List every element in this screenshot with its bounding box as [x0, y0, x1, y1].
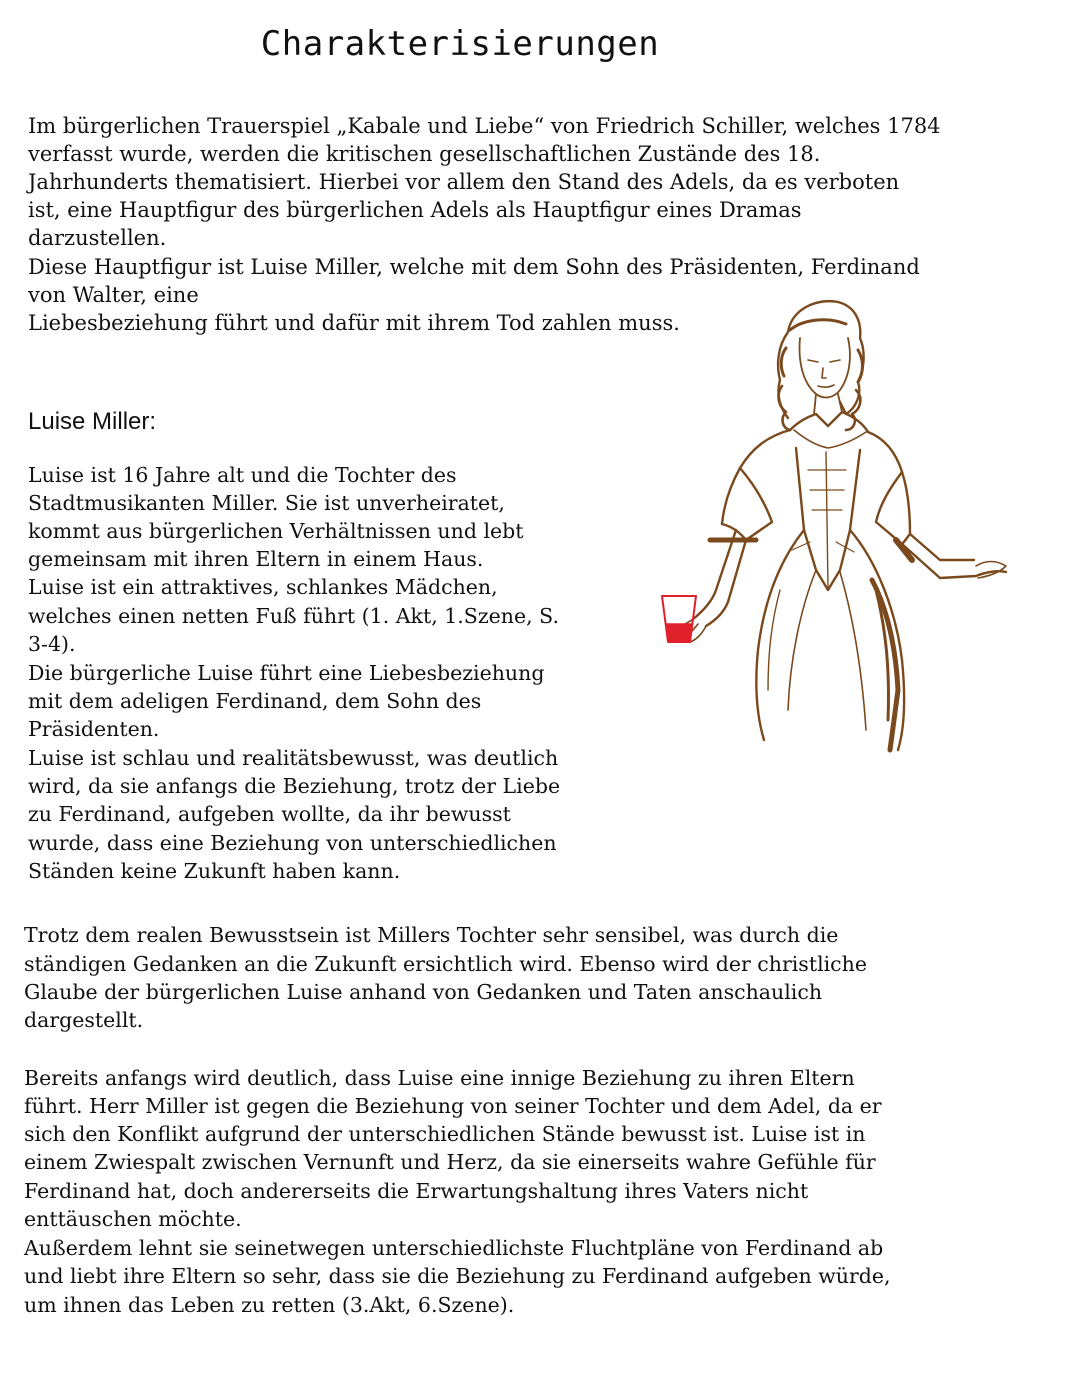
- page-title: Charakterisierungen: [260, 24, 660, 64]
- text-line: Präsidenten.: [28, 717, 160, 741]
- text-line: Luise ist ein attraktives, schlankes Mädchen,: [28, 575, 498, 599]
- section-heading: Luise Miller:: [28, 408, 157, 435]
- text-line: von Walter, eine: [28, 283, 199, 307]
- text-line: einem Zwiespalt zwischen Vernunft und Herz, da sie einerseits wahre Gefühle für: [24, 1150, 876, 1174]
- text-line: enttäuschen möchte.: [24, 1207, 242, 1231]
- text-line: um ihnen das Leben zu retten (3.Akt, 6.Szene).: [24, 1293, 515, 1317]
- text-line: Diese Hauptfigur ist Luise Miller, welche mit dem Sohn des Präsidenten, Ferdinand: [28, 255, 920, 279]
- text-line: Ständen keine Zukunft haben kann.: [28, 859, 401, 883]
- text-line: Ferdinand hat, doch andererseits die Erwartungshaltung ihres Vaters nicht: [24, 1179, 809, 1203]
- text-line: Die bürgerliche Luise führt eine Liebesbeziehung: [28, 661, 545, 685]
- text-line: kommt aus bürgerlichen Verhältnissen und lebt: [28, 519, 524, 543]
- text-line: wird, da sie anfangs die Beziehung, trotz der Liebe: [28, 774, 561, 798]
- text-line: darzustellen.: [28, 226, 167, 250]
- luise-illustration: [640, 290, 1020, 760]
- text-line: und liebt ihre Eltern so sehr, dass sie die Beziehung zu Ferdinand aufgeben würde,: [24, 1264, 891, 1288]
- text-line: führt. Herr Miller ist gegen die Beziehung von seiner Tochter und dem Adel, da er: [24, 1094, 882, 1118]
- text-line: sich den Konflikt aufgrund der unterschiedlichen Stände bewusst ist. Luise ist in: [24, 1122, 866, 1146]
- text-line: Jahrhunderts thematisiert. Hierbei vor allem den Stand des Adels, da es verboten: [28, 170, 900, 194]
- text-line: verfasst wurde, werden die kritischen gesellschaftlichen Zustände des 18.: [28, 142, 821, 166]
- text-line: Liebesbeziehung führt und dafür mit ihrem Tod zahlen muss.: [28, 311, 680, 335]
- text-line: Bereits anfangs wird deutlich, dass Luise eine innige Beziehung zu ihren Eltern: [24, 1066, 855, 1090]
- text-line: gemeinsam mit ihren Eltern in einem Haus.: [28, 547, 484, 571]
- text-line: Stadtmusikanten Miller. Sie ist unverheiratet,: [28, 491, 505, 515]
- text-line: Glaube der bürgerlichen Luise anhand von Gedanken und Taten anschaulich: [24, 980, 823, 1004]
- text-line: Trotz dem realen Bewusstsein ist Millers Tochter sehr sensibel, was durch die: [24, 923, 839, 947]
- text-line: Luise ist 16 Jahre alt und die Tochter des: [28, 463, 457, 487]
- face-sketch: [800, 338, 850, 397]
- text-line: wurde, dass eine Beziehung von unterschiedlichen: [28, 831, 557, 855]
- text-line: 3-4).: [28, 632, 76, 656]
- text-line: dargestellt.: [24, 1008, 144, 1032]
- text-line: ist, eine Hauptfigur des bürgerlichen Adels als Hauptfigur eines Dramas: [28, 198, 802, 222]
- text-line: Außerdem lehnt sie seinetwegen unterschiedlichste Fluchtpläne von Ferdinand ab: [24, 1236, 884, 1260]
- text-line: welches einen netten Fuß führt (1. Akt, 1.Szene, S.: [28, 604, 559, 628]
- text-line: ständigen Gedanken an die Zukunft ersichtlich wird. Ebenso wird der christliche: [24, 952, 867, 976]
- text-line: mit dem adeligen Ferdinand, dem Sohn des: [28, 689, 482, 713]
- text-line: zu Ferdinand, aufgeben wollte, da ihr bewusst: [28, 802, 511, 826]
- text-line: Im bürgerlichen Trauerspiel „Kabale und Liebe“ von Friedrich Schiller, welches 1784: [28, 114, 941, 138]
- text-line: Luise ist schlau und realitätsbewusst, was deutlich: [28, 746, 559, 770]
